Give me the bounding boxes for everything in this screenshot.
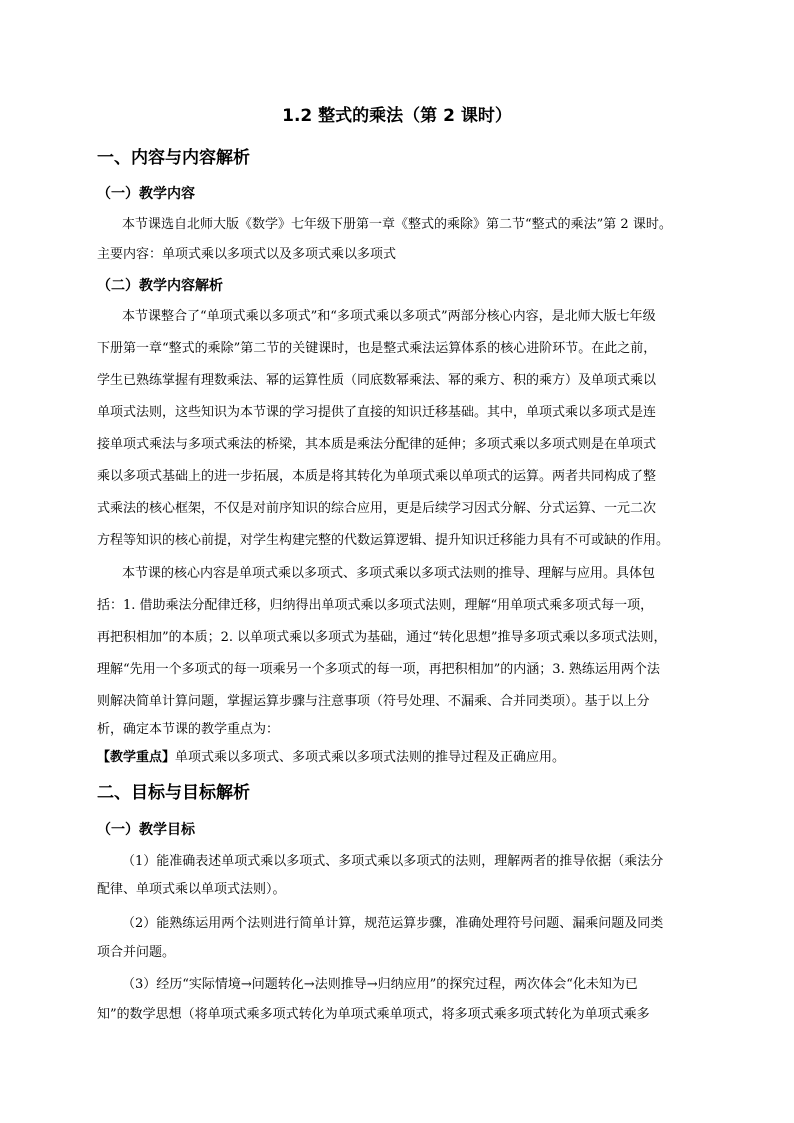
key-point-label: 【教学重点】: [97, 750, 176, 765]
subheading-teaching-content: （一）教学内容: [97, 186, 195, 202]
paragraph-line: 再把积相加”的本质；2. 以单项式乘以多项式为基础，通过“转化思想”推导多项式乘以多项式法则，: [97, 630, 667, 645]
paragraph-line: 方程等知识的核心前提，对学生构建完整的代数运算逻辑、提升知识迁移能力具有不可或缺的作用。: [97, 533, 670, 548]
paragraph-line: 乘以多项式基础上的进一步拓展，本质是将其转化为单项式乘以单项式的运算。两者共同构成了整: [97, 469, 657, 484]
paragraph-line: 式乘法的核心框架，不仅是对前序知识的综合应用，更是后续学习因式分解、分式运算、一元二次: [97, 501, 657, 516]
objective-line: 知”的数学思想（将单项式乘多项式转化为单项式乘单项式，将多项式乘多项式转化为单项式乘多: [97, 1007, 650, 1022]
objective-line: 项合并问题。: [97, 945, 176, 960]
objective-line: 配律、单项式乘以单项式法则）。: [97, 882, 286, 897]
subheading-content-analysis: （二）教学内容解析: [97, 278, 223, 294]
section-heading-content: 一、内容与内容解析: [97, 148, 250, 168]
paragraph-line: 主要内容：单项式乘以多项式以及多项式乘以多项式: [97, 247, 397, 262]
key-point-text: 单项式乘以多项式、多项式乘以多项式法则的推导过程及正确应用。: [175, 750, 566, 765]
objective-line: （2）能熟练运用两个法则进行简单计算，规范运算步骤，准确处理符号问题、漏乘问题及同类: [122, 916, 664, 931]
paragraph-line: 单项式法则，这些知识为本节课的学习提供了直接的知识迁移基础。其中，单项式乘以多项式是连: [97, 405, 657, 420]
paragraph-line: 括：1. 借助乘法分配律迁移，归纳得出单项式乘以多项式法则，理解“用单项式乘多项式每一项，: [97, 598, 654, 613]
objective-line: （1）能准确表述单项式乘以多项式、多项式乘以多项式的法则，理解两者的推导依据（乘法分: [122, 854, 664, 869]
paragraph-line: 本节课选自北师大版《数学》七年级下册第一章《整式的乘除》第二节“整式的乘法”第 2 课时。: [122, 217, 672, 232]
document-title: 1.2 整式的乘法（第 2 课时）: [282, 106, 512, 126]
objective-line: （3）经历“实际情境→问题转化→法则推导→归纳应用”的探究过程，两次体会“化未知为已: [122, 977, 638, 992]
paragraph-line: 理解“先用一个多项式的每一项乘另一个多项式的每一项，再把积相加”的内涵；3. 熟练运用两个法: [97, 662, 660, 677]
paragraph-line: 下册第一章“整式的乘除”第二节的关键课时，也是整式乘法运算体系的核心进阶环节。在此之前，: [97, 341, 657, 356]
paragraph-line: 学生已熟练掌握有理数乘法、幂的运算性质（同底数幂乘法、幂的乘方、积的乘方）及单项式乘以: [97, 373, 657, 388]
subheading-teaching-objectives: （一）教学目标: [97, 822, 195, 838]
paragraph-line: 则解决简单计算问题，掌握运算步骤与注意事项（符号处理、不漏乘、合并同类项）。基于以上分: [97, 694, 650, 709]
key-point-line: [97, 748, 565, 768]
paragraph-line: 接单项式乘法与多项式乘法的桥梁，其本质是乘法分配律的延伸；多项式乘以多项式则是在单项式: [97, 437, 657, 452]
paragraph-line: 本节课的核心内容是单项式乘以多项式、多项式乘以多项式法则的推导、理解与应用。具体包: [122, 566, 656, 581]
paragraph-line: 析，确定本节课的教学重点为：: [97, 722, 280, 737]
paragraph-line: 本节课整合了“单项式乘以多项式”和“多项式乘以多项式”两部分核心内容，是北师大版七年级: [122, 309, 656, 324]
section-heading-objectives: 二、目标与目标解析: [97, 783, 250, 803]
